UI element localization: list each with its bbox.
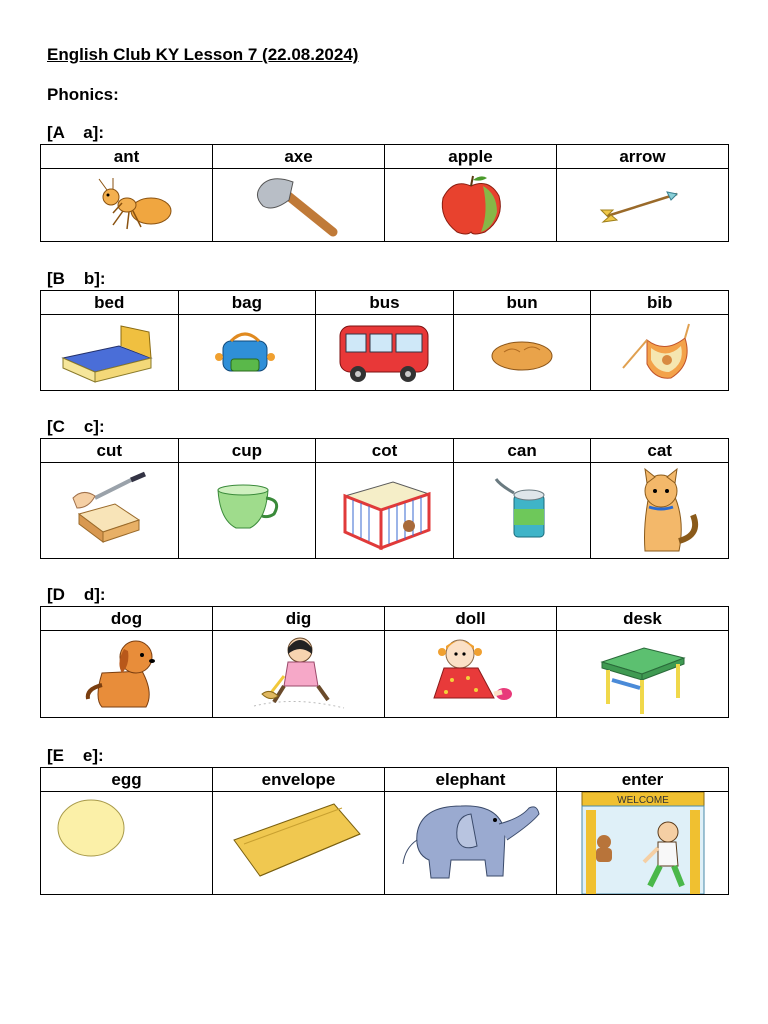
section-b-table <box>40 290 729 391</box>
word-doll: doll <box>385 607 557 631</box>
picture-cell-bus <box>316 315 454 391</box>
apple-picture <box>431 172 511 238</box>
word-can: can <box>453 439 591 463</box>
word-dog: dog <box>41 607 213 631</box>
welcome-sign: WELCOME <box>616 795 669 806</box>
word-elephant: elephant <box>385 768 557 792</box>
cut-picture <box>59 468 159 554</box>
word-bun: bun <box>453 291 591 315</box>
word-desk: desk <box>557 607 729 631</box>
picture-cell-bun <box>453 315 591 391</box>
word-cot: cot <box>316 439 454 463</box>
picture-cell-egg <box>41 792 213 895</box>
word-enter: enter <box>557 768 729 792</box>
word-ant: ant <box>41 145 213 169</box>
can-picture <box>482 471 562 551</box>
word-cut: cut <box>41 439 179 463</box>
section-a-table <box>40 144 729 242</box>
word-apple: apple <box>385 145 557 169</box>
picture-cell-dig <box>213 631 385 718</box>
word-cat: cat <box>591 439 729 463</box>
picture-cell-bed <box>41 315 179 391</box>
picture-cell-cot <box>316 463 454 559</box>
doll-picture <box>416 632 526 716</box>
word-dig: dig <box>213 607 385 631</box>
cot-picture <box>329 468 439 554</box>
bed-picture <box>59 318 159 388</box>
bus-picture <box>334 320 434 386</box>
section-c-label: [C c]: <box>47 417 105 436</box>
picture-cell-bib <box>591 315 729 391</box>
word-bus: bus <box>316 291 454 315</box>
picture-cell-ant <box>41 169 213 242</box>
word-bib: bib <box>591 291 729 315</box>
bag-picture <box>207 323 287 383</box>
egg-picture <box>45 794 155 892</box>
section-e-table <box>40 767 729 895</box>
picture-cell-cut <box>41 463 179 559</box>
section-e-label: [E e]: <box>47 746 104 765</box>
picture-cell-apple <box>385 169 557 242</box>
enter-picture <box>578 792 708 894</box>
cat-picture <box>615 465 705 557</box>
elephant-picture <box>391 794 551 892</box>
picture-cell-axe <box>213 169 385 242</box>
picture-cell-cat <box>591 463 729 559</box>
section-d-table <box>40 606 729 718</box>
page-title: English Club KY Lesson 7 (22.08.2024) <box>47 45 359 64</box>
picture-cell-dog <box>41 631 213 718</box>
cup-picture <box>202 476 292 546</box>
word-arrow: arrow <box>557 145 729 169</box>
picture-cell-doll <box>385 631 557 718</box>
axe-picture <box>249 172 349 238</box>
picture-cell-envelope <box>213 792 385 895</box>
word-bag: bag <box>178 291 316 315</box>
bun-picture <box>482 328 562 378</box>
picture-cell-enter <box>557 792 729 895</box>
word-cup: cup <box>178 439 316 463</box>
picture-cell-bag <box>178 315 316 391</box>
section-c-table <box>40 438 729 559</box>
dog-picture <box>72 633 182 715</box>
section-d-label: [D d]: <box>47 585 106 604</box>
bib-picture <box>615 320 705 386</box>
section-a-label: [A a]: <box>47 123 104 142</box>
phonics-heading: Phonics: <box>47 85 119 104</box>
envelope-picture <box>224 794 374 892</box>
word-envelope: envelope <box>213 768 385 792</box>
picture-cell-desk <box>557 631 729 718</box>
picture-cell-elephant <box>385 792 557 895</box>
ant-picture <box>77 173 177 237</box>
desk-picture <box>588 632 698 716</box>
picture-cell-arrow <box>557 169 729 242</box>
dig-picture <box>244 632 354 716</box>
arrow-picture <box>593 180 693 230</box>
picture-cell-cup <box>178 463 316 559</box>
picture-cell-can <box>453 463 591 559</box>
word-bed: bed <box>41 291 179 315</box>
word-egg: egg <box>41 768 213 792</box>
word-axe: axe <box>213 145 385 169</box>
section-b-label: [B b]: <box>47 269 106 288</box>
